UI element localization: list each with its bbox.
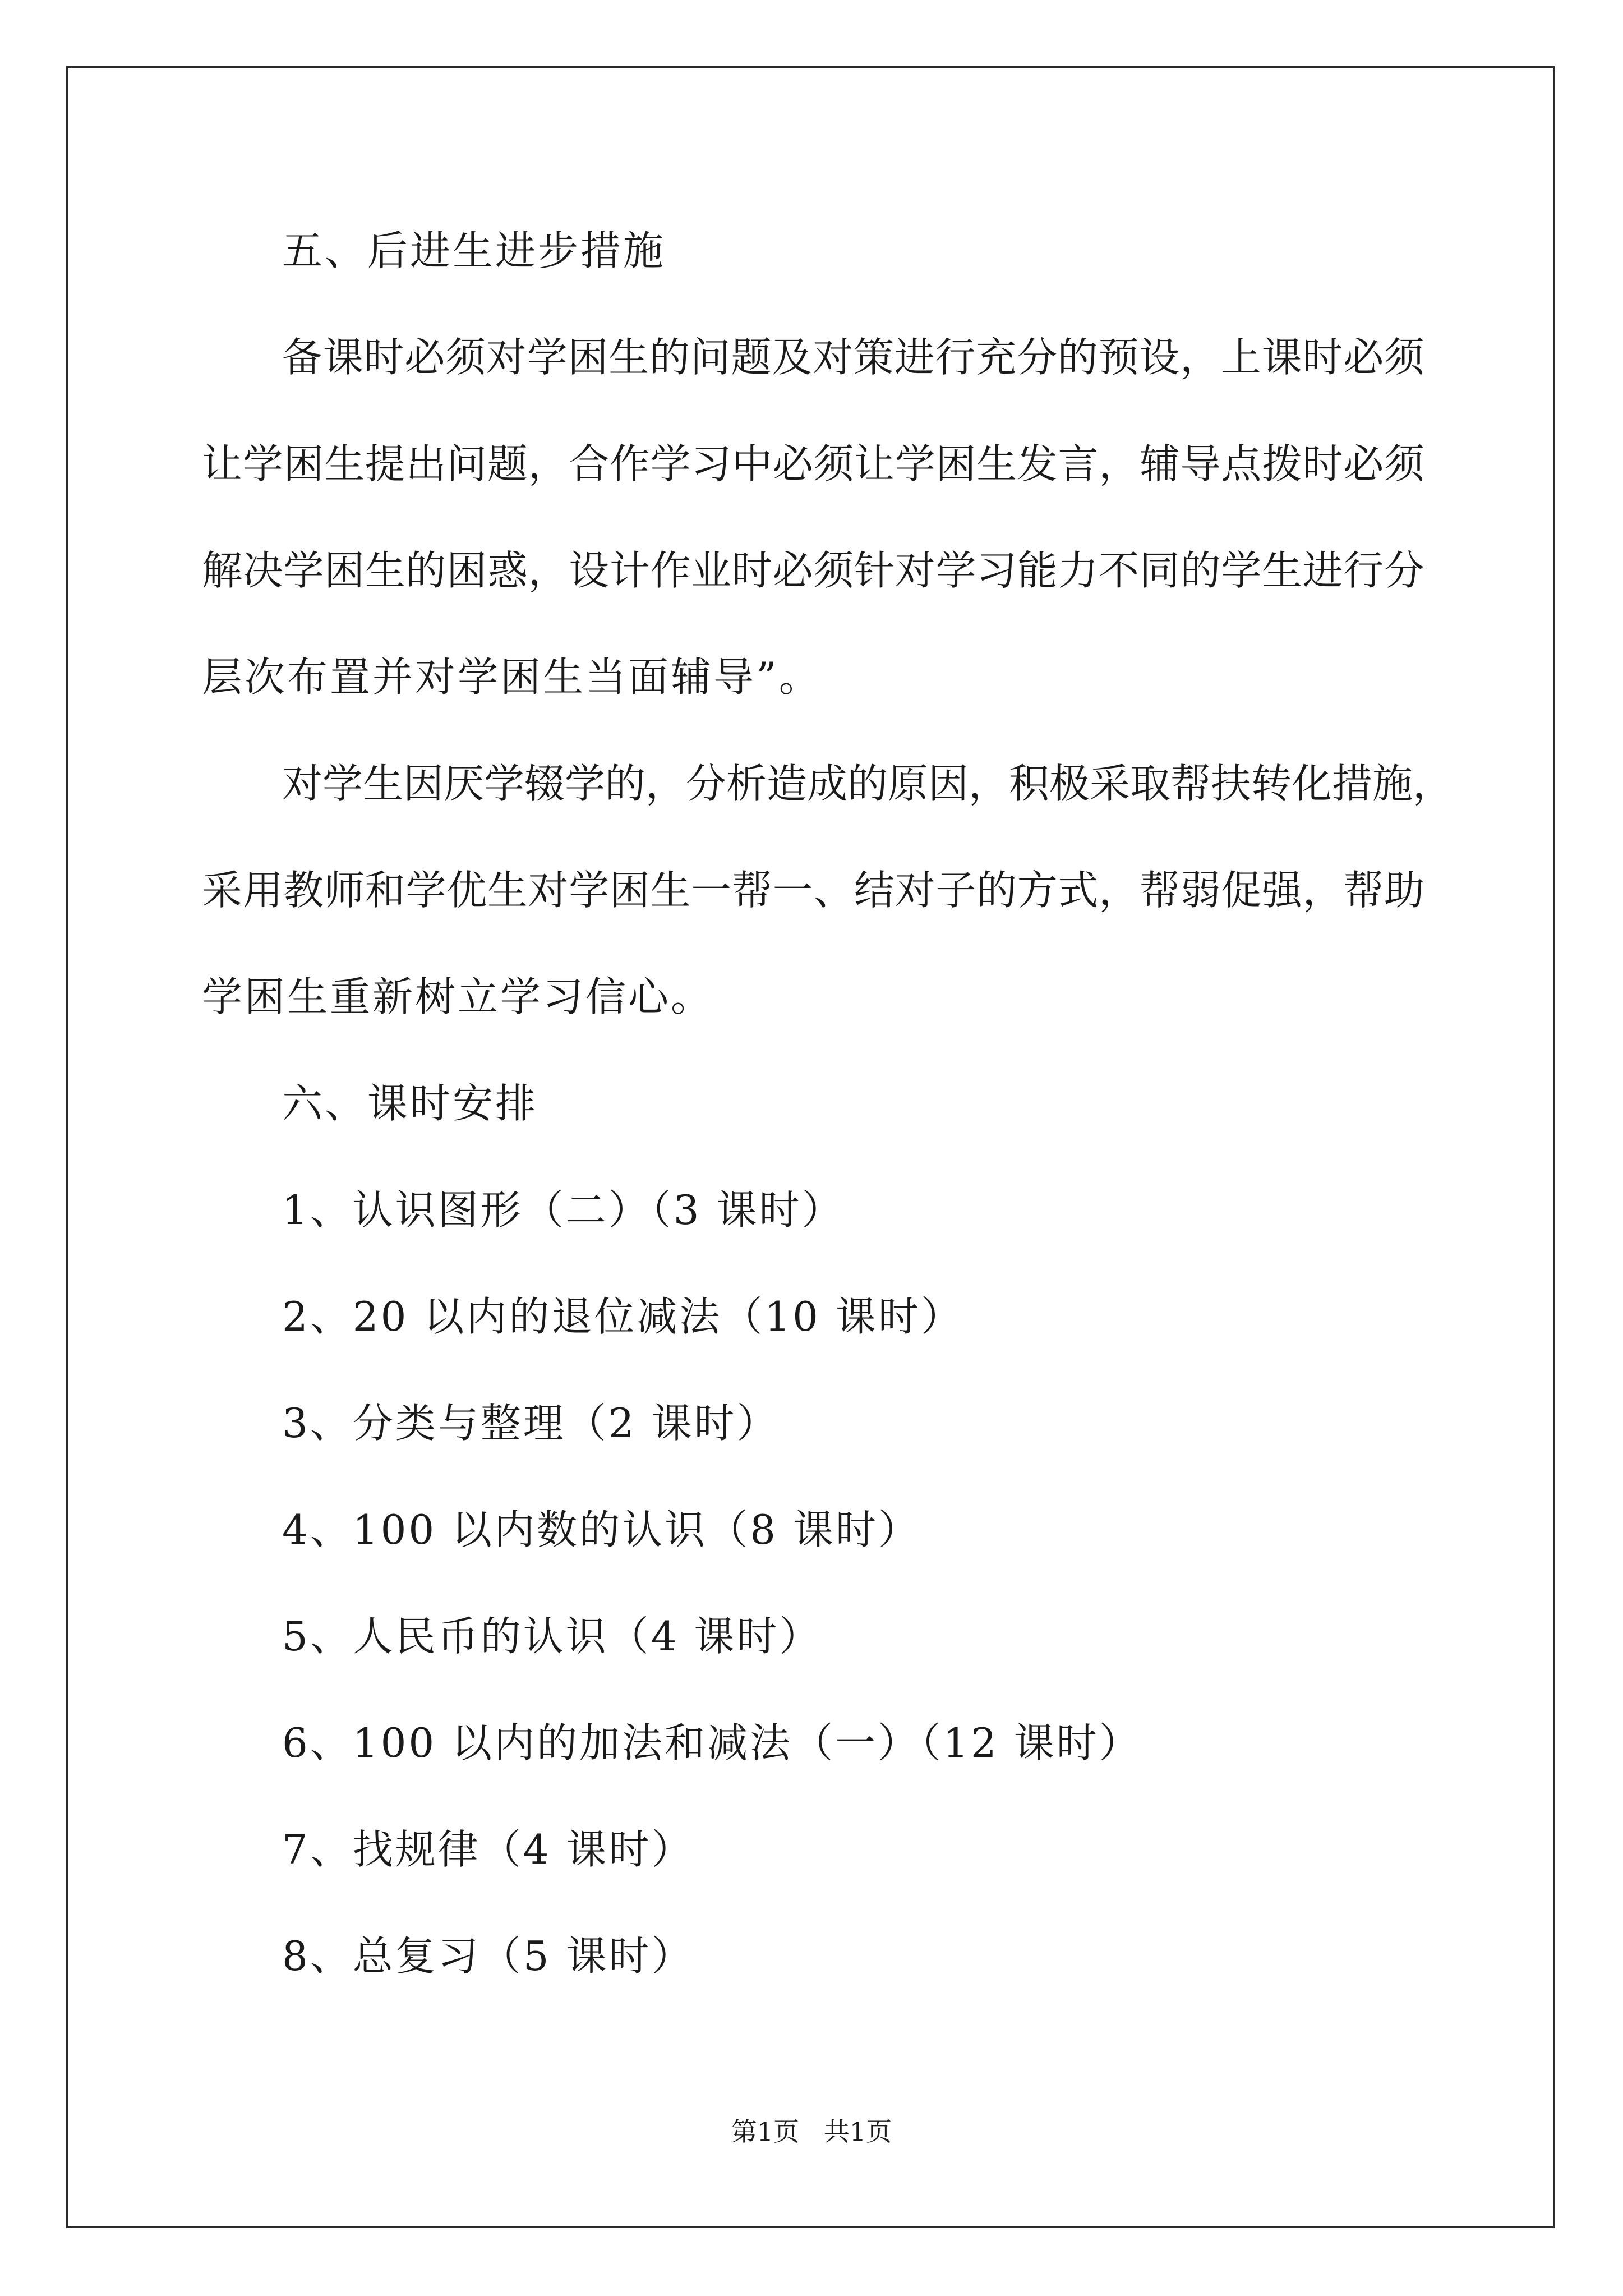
section5-para2-line2: 采用教师和学优生对学困生一帮一、结对子的方式，帮弱促强，帮助	[202, 867, 1424, 914]
section5-para1-line3: 解决学困生的困惑，设计作业时必须针对学习能力不同的学生进行分	[202, 547, 1424, 594]
page-footer: 第1页 共1页	[731, 2116, 892, 2147]
section5-para1-line2: 让学困生提出问题，合作学习中必须让学困生发言，辅导点拨时必须	[202, 440, 1424, 487]
schedule-item: 4、100 以内数的认识（8 课时）	[282, 1506, 921, 1553]
page-border	[66, 66, 1555, 2228]
schedule-item: 7、找规律（4 课时）	[282, 1826, 694, 1873]
section5-para1-line4: 层次布置并对学困生当面辅导”。	[202, 654, 822, 701]
schedule-item: 3、分类与整理（2 课时）	[282, 1400, 780, 1447]
schedule-item: 5、人民币的认识（4 课时）	[282, 1613, 822, 1660]
section5-para2-line3: 学困生重新树立学习信心。	[202, 973, 714, 1020]
section5-para2-line1: 对学生因厌学辍学的，分析造成的原因，积极采取帮扶转化措施，	[282, 760, 1454, 807]
schedule-item: 2、20 以内的退位减法（10 课时）	[282, 1293, 963, 1340]
schedule-item: 1、认识图形（二）（3 课时）	[282, 1186, 845, 1234]
schedule-item: 8、总复习（5 课时）	[282, 1932, 694, 1980]
section5-para1-line1: 备课时必须对学困生的问题及对策进行充分的预设，上课时必须	[282, 334, 1424, 381]
section5-heading: 五、后进生进步措施	[282, 227, 666, 274]
schedule-item: 6、100 以内的加法和减法（一）（12 课时）	[282, 1719, 1142, 1766]
section6-heading: 六、课时安排	[282, 1080, 538, 1127]
